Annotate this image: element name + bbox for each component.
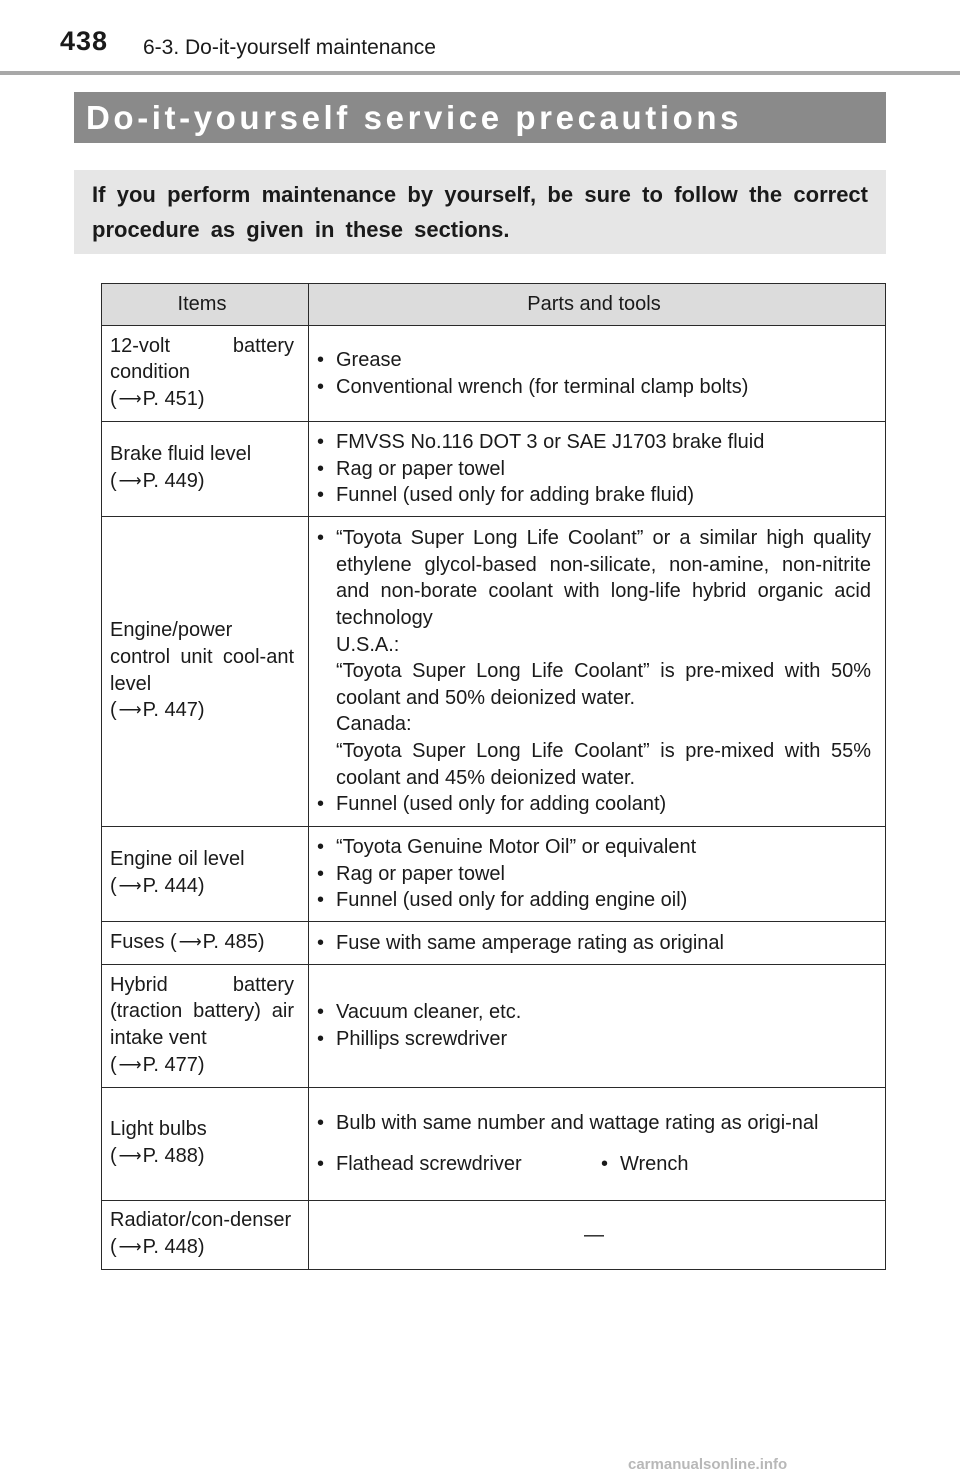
reference-arrow-icon: ⟶ [178, 933, 202, 951]
table-row [102, 1201, 886, 1270]
item-name: Fuses ( [110, 930, 177, 953]
region-text-canada: “Toyota Super Long Life Coolant” is pre-mixed with 55% coolant and 45% deionized water. [336, 739, 871, 789]
reference-arrow-icon: ⟶ [118, 1148, 142, 1165]
list-item: • Conventional wrench (for terminal clamp bolts) [317, 374, 871, 401]
item-name: Engine oil level [110, 848, 245, 871]
list-item: • Fuse with same amperage rating as original [317, 930, 871, 957]
item-name: 12-volt battery condition [110, 334, 294, 384]
item-name: Brake fluid level [110, 443, 252, 466]
no-parts-dash: — [584, 1223, 604, 1246]
item-cell [102, 827, 309, 922]
page-reference: P. 485) [202, 930, 265, 953]
page-reference: ( ⟶P. 451) [110, 388, 205, 410]
table-row [102, 422, 886, 517]
table-row [102, 827, 886, 922]
reference-arrow-icon: ⟶ [118, 702, 142, 720]
item-cell [102, 422, 309, 517]
list-item: • Funnel (used only for adding brake fluid) [317, 482, 871, 509]
coolant-spec: “Toyota Super Long Life Coolant” or a similar high quality ethylene glycol-based non-silicate, non-amine, non-nitrite and non-borate coolant with long-life hybrid organic acid technology [336, 527, 871, 630]
list-item: • Vacuum cleaner, etc. [317, 999, 871, 1026]
list-item: • “Toyota Genuine Motor Oil” or equivalent [317, 834, 871, 861]
item-cell [102, 326, 309, 422]
page-title: Do-it-yourself service precautions [74, 92, 886, 143]
item-cell [102, 922, 309, 965]
list-item: • Funnel (used only for adding engine oil) [317, 887, 871, 914]
list-item: • Wrench [601, 1151, 689, 1178]
column-header-items: Items [102, 284, 309, 326]
item-name: Light bulbs [110, 1118, 207, 1141]
parts-cell [309, 827, 886, 922]
reference-arrow-icon: ⟶ [118, 473, 142, 490]
table-row [102, 326, 886, 422]
parts-cell [309, 422, 886, 517]
item-cell [102, 517, 309, 827]
reference-arrow-icon: ⟶ [118, 1239, 142, 1256]
parts-cell [309, 1088, 886, 1201]
region-label-canada: Canada: [336, 713, 412, 736]
parts-cell [309, 965, 886, 1088]
parts-tools-table [101, 283, 886, 1270]
header-rule [0, 71, 960, 75]
list-item: • Bulb with same number and wattage rating as origi-nal [317, 1110, 871, 1137]
parts-cell [309, 922, 886, 965]
item-cell [102, 1201, 309, 1270]
page-reference: ( ⟶P. 477) [110, 1054, 205, 1076]
item-name: Engine/power control unit cool-ant level [110, 619, 294, 695]
item-cell [102, 965, 309, 1088]
watermark: carmanualsonline.info [628, 1456, 788, 1473]
page-reference: ( ⟶P. 449) [110, 470, 205, 492]
table-row [102, 922, 886, 965]
reference-arrow-icon: ⟶ [118, 878, 142, 895]
list-item: • Rag or paper towel [317, 456, 871, 483]
list-item [317, 525, 871, 631]
region-label-usa: U.S.A.: [336, 633, 400, 656]
list-item: • Funnel (used only for adding coolant) [317, 791, 871, 818]
page-reference: ( ⟶P. 488) [110, 1145, 205, 1167]
reference-arrow-icon: ⟶ [118, 390, 142, 408]
item-name: Hybrid battery (traction battery) air intake vent [110, 973, 294, 1049]
parts-cell [309, 326, 886, 422]
parts-cell [309, 1201, 886, 1270]
page-reference: P. 448) [142, 1236, 205, 1258]
list-item: • FMVSS No.116 DOT 3 or SAE J1703 brake fluid [317, 429, 871, 456]
item-name: Radiator/con-denser ( [110, 1209, 292, 1258]
intro-note: If you perform maintenance by yourself, be sure to follow the correct procedure as given in these sections. [74, 170, 886, 254]
list-item: • Phillips screwdriver [317, 1026, 871, 1053]
section-label: 6-3. Do-it-yourself maintenance [143, 36, 436, 59]
page-reference: ( ⟶P. 444) [110, 875, 205, 897]
page-reference: ( ⟶P. 447) [110, 699, 205, 721]
table-row [102, 965, 886, 1088]
column-header-parts: Parts and tools [309, 284, 886, 326]
item-cell [102, 1088, 309, 1201]
parts-cell [309, 517, 886, 827]
list-item: • Flathead screwdriver [317, 1151, 601, 1178]
reference-arrow-icon: ⟶ [118, 1056, 142, 1074]
page-number: 438 [60, 26, 109, 56]
table-row [102, 517, 886, 827]
list-item: • Grease [317, 347, 871, 374]
table-header-row [102, 284, 886, 326]
table-row [102, 1088, 886, 1201]
region-text-usa: “Toyota Super Long Life Coolant” is pre-mixed with 50% coolant and 50% deionized water. [336, 660, 871, 709]
list-item: • Rag or paper towel [317, 861, 871, 888]
